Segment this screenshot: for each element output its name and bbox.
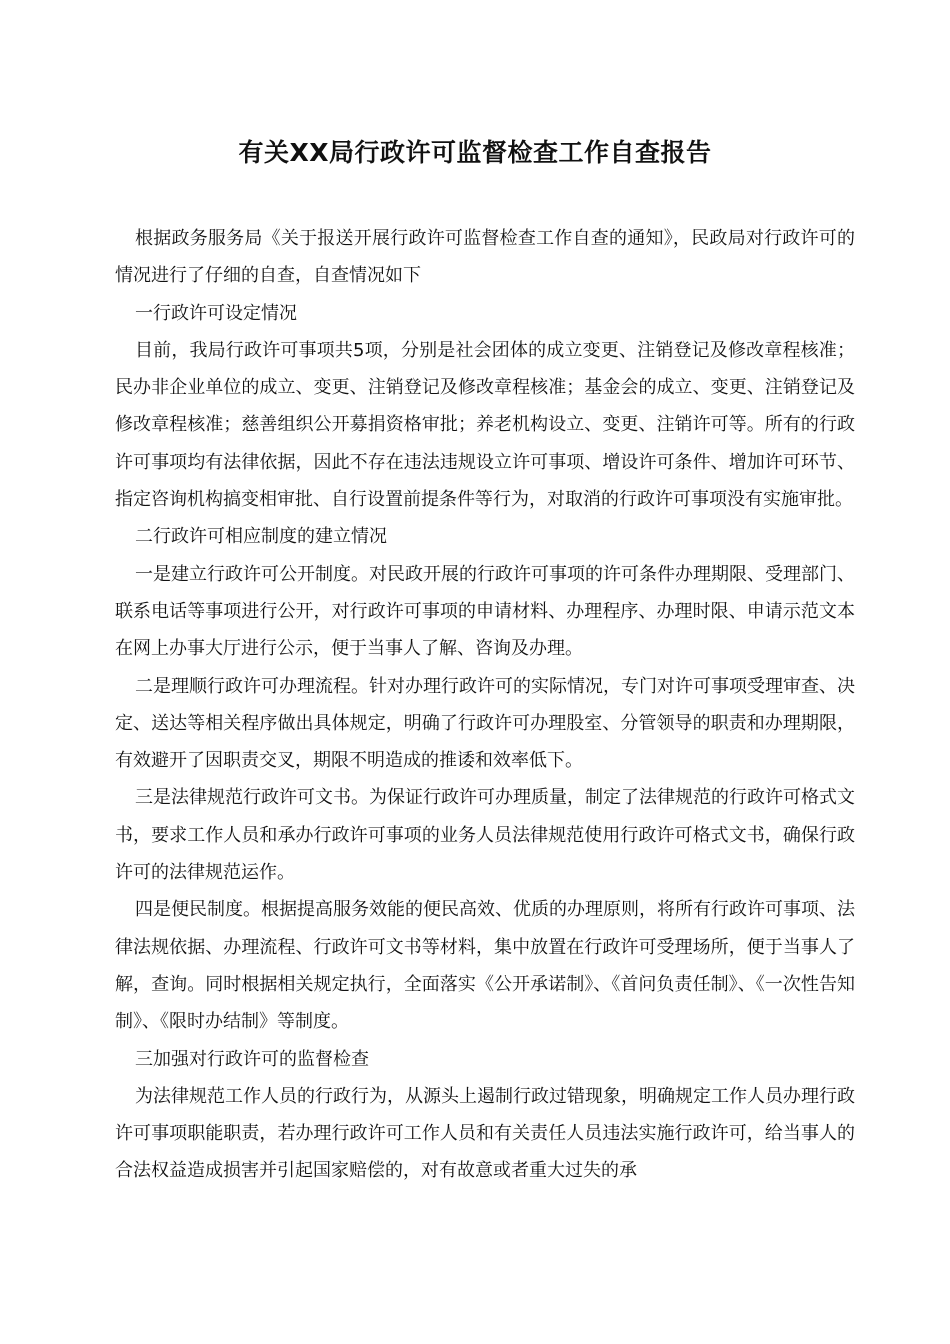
document-title: 有关XX局行政许可监督检查工作自查报告 bbox=[238, 138, 712, 167]
section-heading-1: 一行政许可设定情况 bbox=[135, 302, 297, 324]
paragraph-section-3: 为法律规范工作人员的行政行为，从源头上遏制行政过错现象，明确规定工作人员办理行政许可事项职能职责，若办理行政许可工作人员和有关责任人员违法实施行政许可，给当事人的合法权益造成损害并引起国家赔偿的，对有故意或者重大过失的承 bbox=[115, 1085, 855, 1182]
document-body bbox=[115, 220, 855, 1190]
paragraph-item-1: 一是建立行政许可公开制度。对民政开展的行政许可事项的许可条件办理期限、受理部门、联系电话等事项进行公开，对行政许可事项的申请材料、办理程序、办理时限、申请示范文本在网上办事大厅进行公示，便于当事人了解、咨询及办理。 bbox=[115, 563, 855, 660]
paragraph-item-4: 四是便民制度。根据提高服务效能的便民高效、优质的办理原则，将所有行政许可事项、法律法规依据、办理流程、行政许可文书等材料，集中放置在行政许可受理场所，便于当事人了解，查询。同时根据相关规定执行，全面落实《公开承诺制》、《首问负责任制》、《一次性告知制》、《限时办结制》等制度。 bbox=[115, 899, 855, 1033]
paragraph-intro: 根据政务服务局《关于报送开展行政许可监督检查工作自查的通知》，民政局对行政许可的情况进行了仔细的自查，自查情况如下 bbox=[115, 228, 855, 287]
paragraph-section-1: 目前，我局行政许可事项共5项，分别是社会团体的成立变更、注销登记及修改章程核准；民办非企业单位的成立、变更、注销登记及修改章程核准；基金会的成立、变更、注销登记及修改章程核准；慈善组织公开募捐资格审批；养老机构设立、变更、注销许可等。所有的行政许可事项均有法律依据，因此不存在违法违规设立许可事项、增设许可条件、增加许可环节、指定咨询机构搞变相审批、自行设置前提条件等行为，对取消的行政许可事项没有实施审批。 bbox=[115, 339, 855, 511]
section-heading-2: 二行政许可相应制度的建立情况 bbox=[135, 526, 387, 548]
paragraph-item-3: 三是法律规范行政许可文书。为保证行政许可办理质量，制定了法律规范的行政许可格式文书，要求工作人员和承办行政许可事项的业务人员法律规范使用行政许可格式文书，确保行政许可的法律规范运作。 bbox=[115, 787, 855, 884]
section-heading-3: 三加强对行政许可的监督检查 bbox=[135, 1048, 369, 1070]
paragraph-item-2: 二是理顺行政许可办理流程。针对办理行政许可的实际情况，专门对许可事项受理审查、决定、送达等相关程序做出具体规定，明确了行政许可办理股室、分管领导的职责和办理期限，有效避开了因职责交叉，期限不明造成的推诿和效率低下。 bbox=[115, 675, 855, 772]
